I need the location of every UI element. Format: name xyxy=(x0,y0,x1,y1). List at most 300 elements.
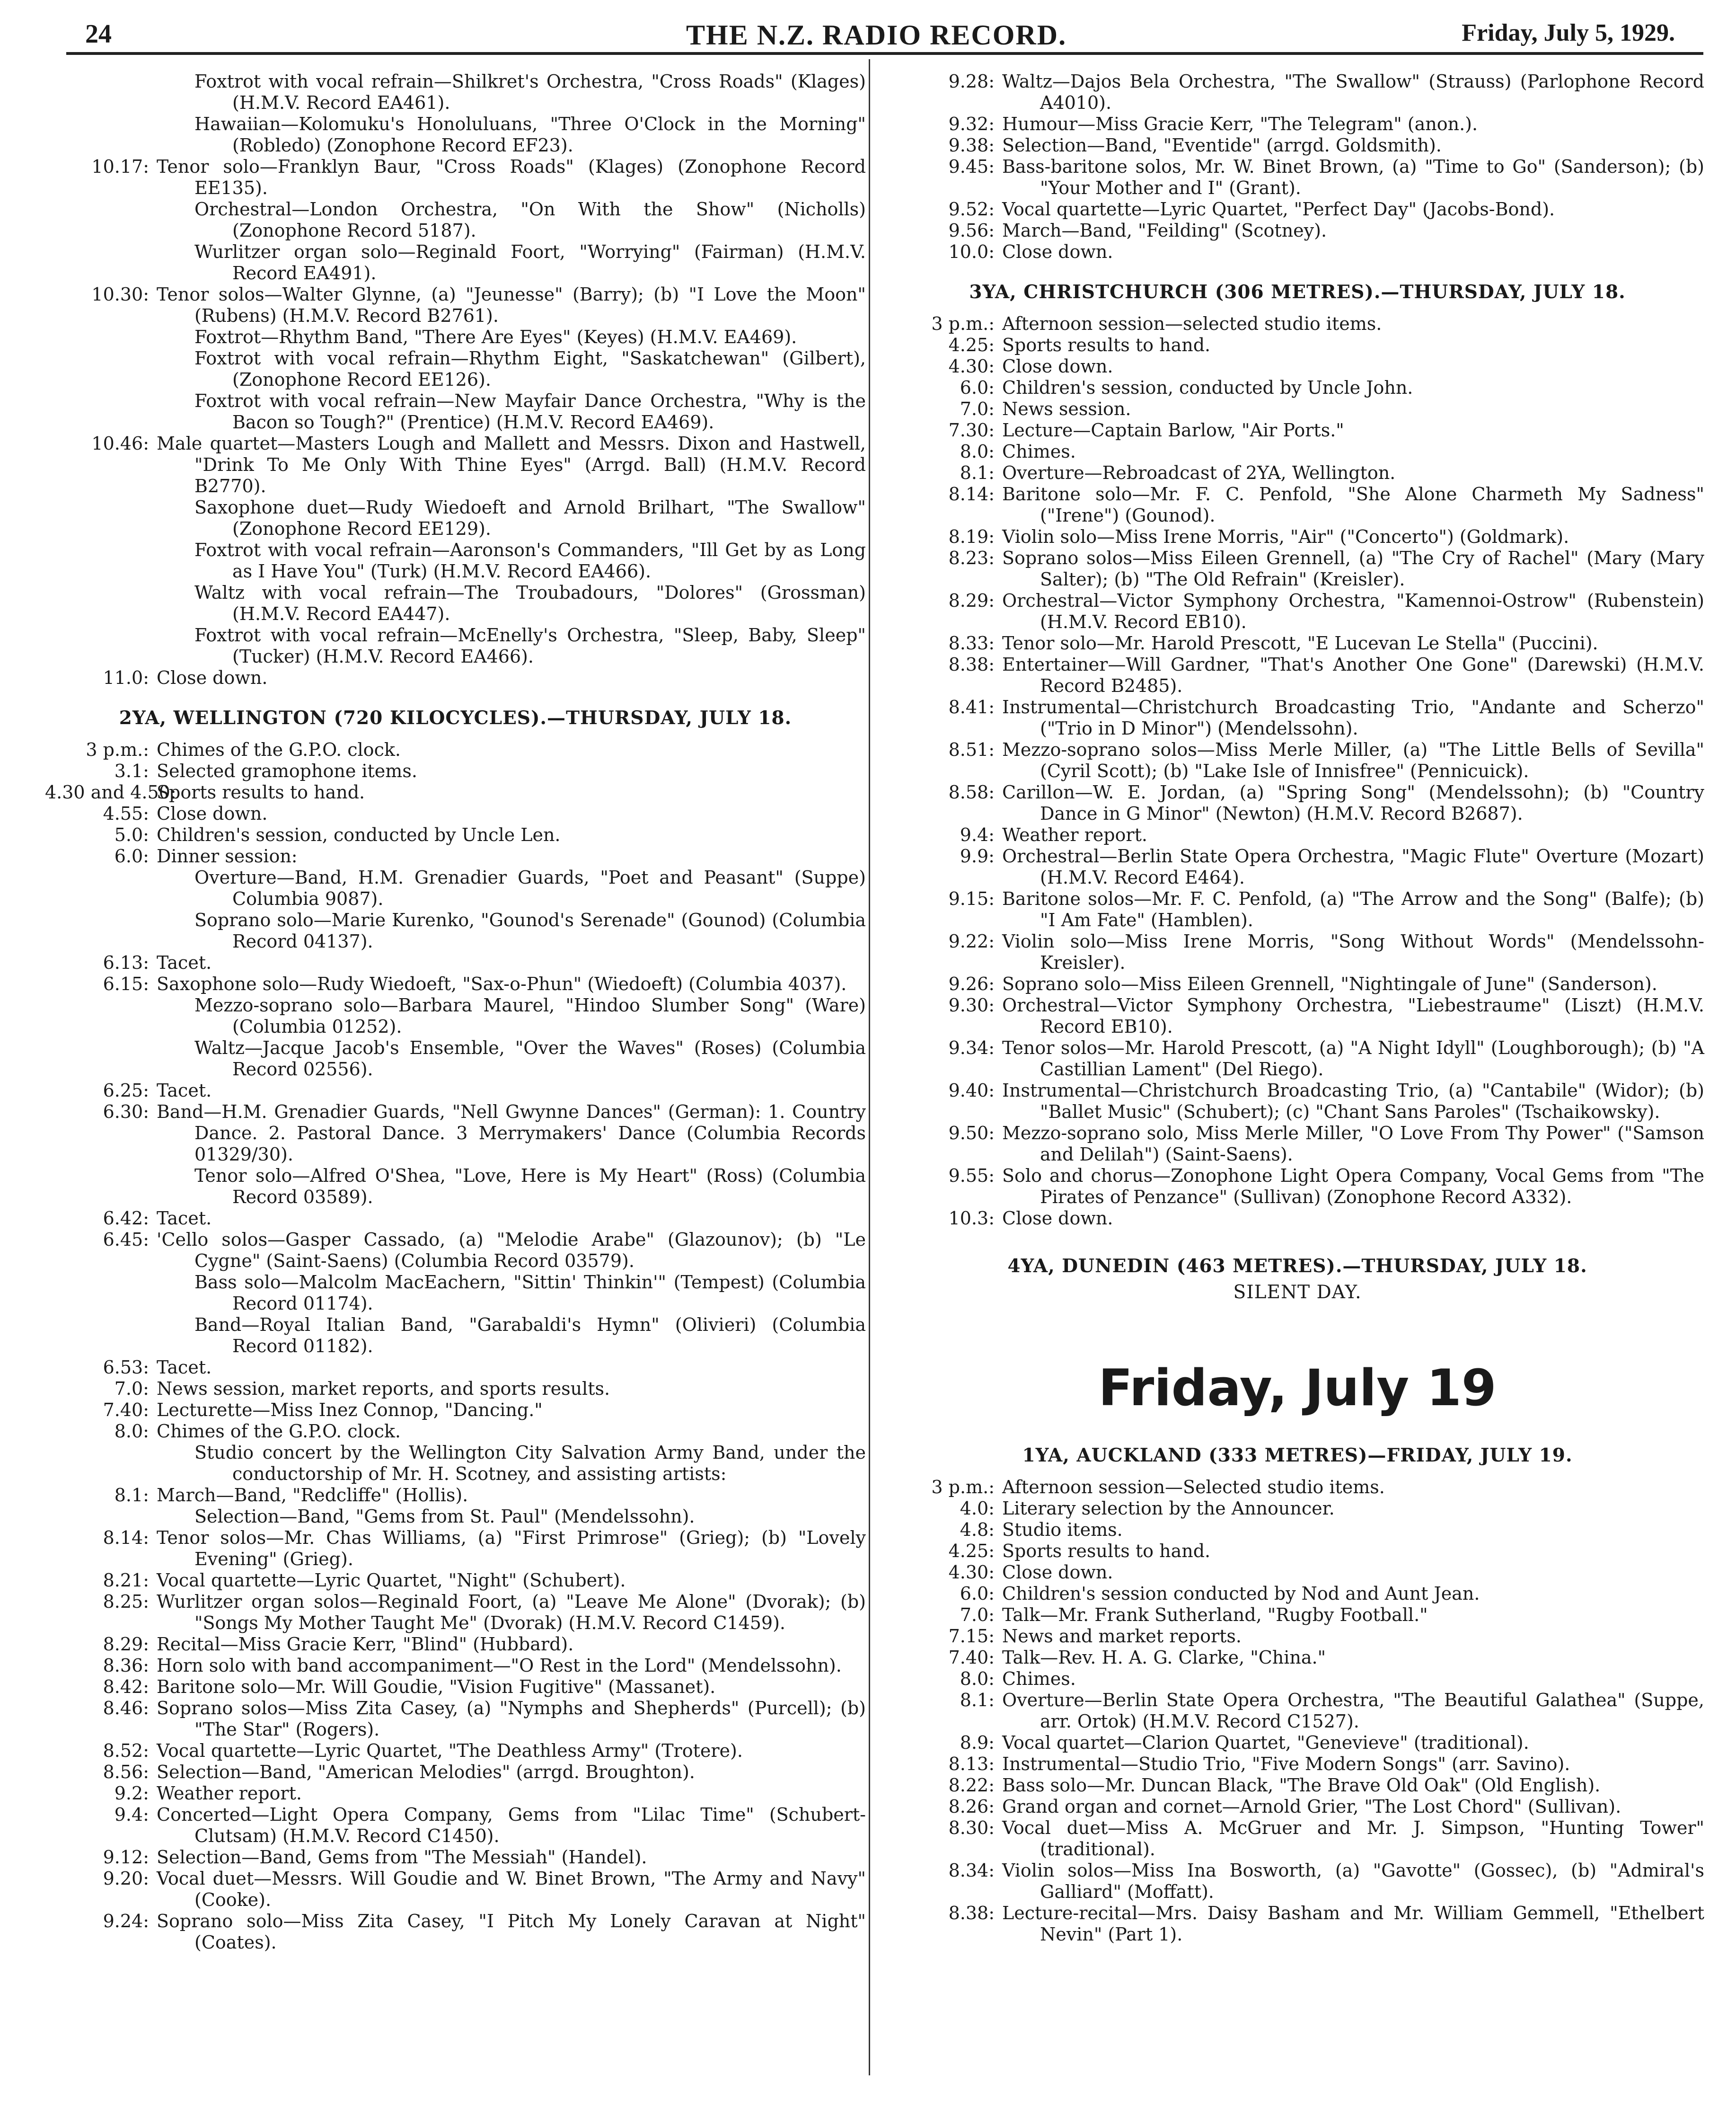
entry-text: Orchestral—London Orchestra, "On With the Show" (Nicholls) (Zonophone Record 5187). xyxy=(194,199,866,241)
entry-time: 9.56: xyxy=(948,220,995,241)
programme-entry xyxy=(890,220,1704,241)
entry-time: 3 p.m.: xyxy=(931,1477,995,1497)
entry-time: 4.30: xyxy=(948,1562,995,1583)
continued-programme-2ya xyxy=(890,71,1704,263)
entry-text: News session. xyxy=(1002,399,1131,419)
programme-entry xyxy=(890,974,1704,995)
programme-entry xyxy=(45,995,866,1037)
programme-entry xyxy=(45,803,866,824)
entry-text: Foxtrot with vocal refrain—New Mayfair Dance Orchestra, "Why is the Bacon so Tough?" (Prentice) (H.M.V. Record EA469). xyxy=(194,390,866,433)
entry-time: 6.0: xyxy=(114,846,149,867)
entry-text: Wurlitzer organ solo—Reginald Foort, "Worrying" (Fairman) (H.M.V. Record EA491). xyxy=(194,241,866,283)
entry-time: 8.34: xyxy=(948,1860,995,1881)
programme-entry xyxy=(45,1911,866,1953)
entry-time: 8.56: xyxy=(103,1762,149,1782)
programme-entry xyxy=(890,782,1704,824)
programme-entry xyxy=(45,667,866,689)
entry-time: 8.52: xyxy=(103,1740,149,1761)
issue-date: Friday, July 5, 1929. xyxy=(1462,19,1675,46)
entry-time: 9.50: xyxy=(948,1123,995,1143)
entry-time: 9.26: xyxy=(948,974,995,994)
programme-entry xyxy=(890,420,1704,441)
entry-text: Close down. xyxy=(157,667,268,688)
programme-entry xyxy=(890,441,1704,462)
right-column xyxy=(890,71,1704,1945)
entry-time: 4.25: xyxy=(948,1541,995,1561)
entry-time: 7.0: xyxy=(960,399,995,419)
entry-time: 9.9: xyxy=(960,846,995,867)
entry-time: 4.30: xyxy=(948,356,995,377)
programme-entry xyxy=(45,540,866,582)
entry-time: 7.40: xyxy=(948,1647,995,1668)
programme-entry xyxy=(890,1123,1704,1165)
entry-text: Instrumental—Christchurch Broadcasting Trio, (a) "Cantabile" (Widor); (b) "Ballet Music" (Schubert); (c) "Chant Sans Paroles" (Tschaikowsky). xyxy=(1002,1080,1704,1122)
entry-text: Tacet. xyxy=(157,1208,212,1229)
programme-entry xyxy=(45,284,866,327)
entry-text: Lecture—Captain Barlow, "Air Ports." xyxy=(1002,420,1344,441)
entry-time: 3.1: xyxy=(114,761,149,781)
entry-time: 8.29: xyxy=(948,590,995,611)
programme-entry xyxy=(45,1676,866,1698)
entry-text: Orchestral—Berlin State Opera Orchestra, "Magic Flute" Overture (Mozart) (H.M.V. Record E464). xyxy=(1002,846,1704,888)
entry-time: 6.25: xyxy=(103,1080,149,1101)
entry-text: Baritone solo—Mr. F. C. Penfold, "She Alone Charmeth My Sadness" ("Irene") (Gounod). xyxy=(1002,484,1704,526)
entry-text: Waltz—Jacque Jacob's Ensemble, "Over the Waves" (Roses) (Columbia Record 02556). xyxy=(194,1037,866,1080)
programme-entry xyxy=(45,1783,866,1804)
programme-entry xyxy=(890,71,1704,114)
entry-time: 8.33: xyxy=(948,633,995,654)
programme-entry xyxy=(45,1847,866,1868)
entry-time: 9.20: xyxy=(103,1868,149,1889)
programme-entry xyxy=(45,1634,866,1655)
programme-entry xyxy=(890,1562,1704,1583)
entry-text: Saxophone duet—Rudy Wiedoeft and Arnold Brilhart, "The Swallow" (Zonophone Record EE129). xyxy=(194,497,866,539)
entry-time: 9.30: xyxy=(948,995,995,1016)
entry-time: 9.34: xyxy=(948,1037,995,1058)
entry-time: 9.32: xyxy=(948,114,995,134)
entry-time: 9.4: xyxy=(960,824,995,845)
entry-text: Weather report. xyxy=(157,1783,302,1804)
entry-time: 8.25: xyxy=(103,1591,149,1612)
entry-time: 10.30: xyxy=(91,284,149,305)
entry-time: 9.45: xyxy=(948,156,995,177)
programme-entry xyxy=(45,625,866,667)
programme-1ya xyxy=(890,1477,1704,1945)
programme-entry xyxy=(890,1498,1704,1519)
entry-text: Lecture-recital—Mrs. Daisy Basham and Mr. William Gemmell, "Ethelbert Nevin" (Part 1). xyxy=(1002,1903,1704,1945)
entry-text: Children's session, conducted by Uncle John. xyxy=(1002,377,1413,398)
section-heading-4ya: 4YA, DUNEDIN (463 METRES).—THURSDAY, JULY 18. xyxy=(1007,1255,1587,1277)
entry-time: 8.1: xyxy=(960,1690,995,1710)
programme-entry xyxy=(45,1165,866,1208)
programme-entry xyxy=(45,1378,866,1400)
programme-entry xyxy=(890,1626,1704,1647)
entry-text: Close down. xyxy=(1002,1562,1113,1583)
entry-text: Soprano solos—Miss Eileen Grennell, (a) "The Cry of Rachel" (Mary (Mary Salter); (b) "The Old Refrain" (Kreisler). xyxy=(1002,548,1704,590)
continued-programme xyxy=(45,71,866,689)
entry-text: Concerted—Light Opera Company, Gems from "Lilac Time" (Schubert-Clutsam) (H.M.V. Record C1450). xyxy=(157,1804,866,1846)
entry-text: Dinner session: xyxy=(157,846,298,867)
programme-entry xyxy=(45,1655,866,1676)
programme-entry xyxy=(45,1357,866,1378)
programme-entry xyxy=(45,1527,866,1570)
entry-text: Tacet. xyxy=(157,1357,212,1378)
entry-time: 3 p.m.: xyxy=(931,313,995,334)
entry-time: 9.24: xyxy=(103,1911,149,1931)
programme-entry xyxy=(45,974,866,995)
entry-time: 8.0: xyxy=(114,1421,149,1442)
programme-entry xyxy=(890,633,1704,654)
programme-entry xyxy=(45,739,866,761)
entry-time: 8.13: xyxy=(948,1754,995,1774)
entry-text: Sports results to hand. xyxy=(1002,1541,1211,1561)
entry-time: 8.41: xyxy=(948,697,995,718)
programme-entry xyxy=(890,1668,1704,1690)
entry-time: 9.22: xyxy=(948,931,995,952)
programme-entry xyxy=(45,1570,866,1591)
entry-text: Tenor solos—Mr. Harold Prescott, (a) "A Night Idyll" (Loughborough); (b) "A Castillian Lament" (Del Riego). xyxy=(1002,1037,1704,1080)
entry-text: Foxtrot with vocal refrain—Aaronson's Commanders, "Ill Get by as Long as I Have You" (Turk) (H.M.V. Record EA466). xyxy=(194,540,866,582)
programme-entry xyxy=(890,1604,1704,1626)
entry-time: 8.0: xyxy=(960,441,995,462)
entry-time: 7.15: xyxy=(948,1626,995,1647)
programme-entry xyxy=(45,1400,866,1421)
entry-text: Instrumental—Christchurch Broadcasting Trio, "Andante and Scherzo" ("Trio in D Minor") (Mendelssohn). xyxy=(1002,697,1704,739)
section-heading-2ya: 2YA, WELLINGTON (720 KILOCYCLES).—THURSDAY, JULY 18. xyxy=(119,707,792,729)
entry-time: 9.55: xyxy=(948,1165,995,1186)
programme-entry xyxy=(890,846,1704,888)
entry-text: Selection—Band, "Eventide" (arrgd. Goldsmith). xyxy=(1002,135,1442,156)
entry-text: Talk—Mr. Frank Sutherland, "Rugby Football." xyxy=(1002,1604,1428,1625)
programme-entry xyxy=(45,327,866,348)
entry-text: Overture—Rebroadcast of 2YA, Wellington. xyxy=(1002,462,1396,483)
programme-entry xyxy=(890,739,1704,782)
programme-entry xyxy=(45,1314,866,1357)
entry-text: Afternoon session—Selected studio items. xyxy=(1002,1477,1385,1497)
entry-time: 8.14: xyxy=(948,484,995,505)
page-number: 24 xyxy=(85,19,112,49)
programme-entry xyxy=(45,1591,866,1634)
programme-entry xyxy=(45,782,866,803)
entry-time: 10.0: xyxy=(948,241,995,262)
entry-text: Vocal quartette—Lyric Quartet, "Night" (Schubert). xyxy=(157,1570,626,1591)
programme-entry xyxy=(890,1037,1704,1080)
programme-entry xyxy=(890,1208,1704,1229)
entry-text: Wurlitzer organ solos—Reginald Foort, (a) "Leave Me Alone" (Dvorak); (b) "Songs My Mother Taught Me" (Dvorak) (H.M.V. Record C1459). xyxy=(157,1591,866,1633)
entry-time: 8.23: xyxy=(948,548,995,568)
entry-text: Humour—Miss Gracie Kerr, "The Telegram" (anon.). xyxy=(1002,114,1478,134)
programme-entry xyxy=(45,1868,866,1911)
programme-entry xyxy=(890,1165,1704,1208)
programme-entry xyxy=(45,1101,866,1165)
entry-text: Literary selection by the Announcer. xyxy=(1002,1498,1335,1519)
entry-text: Chimes of the G.P.O. clock. xyxy=(157,1421,401,1442)
entry-time: 7.0: xyxy=(960,1604,995,1625)
programme-entry xyxy=(890,697,1704,739)
programme-entry xyxy=(890,335,1704,356)
entry-text: Violin solo—Miss Irene Morris, "Song Without Words" (Mendelssohn-Kreisler). xyxy=(1002,931,1704,973)
entry-time: 7.30: xyxy=(948,420,995,441)
entry-text: Baritone solos—Mr. F. C. Penfold, (a) "The Arrow and the Song" (Balfe); (b) "I Am Fate" (Hamblen). xyxy=(1002,888,1704,930)
entry-text: Selected gramophone items. xyxy=(157,761,417,781)
header-rule xyxy=(66,52,1703,55)
programme-entry xyxy=(890,1903,1704,1945)
entry-time: 6.42: xyxy=(103,1208,149,1229)
entry-time: 10.46: xyxy=(91,433,149,454)
programme-entry xyxy=(45,390,866,433)
entry-text: Hawaiian—Kolomuku's Honoluluans, "Three O'Clock in the Morning" (Robledo) (Zonophone Record EF23). xyxy=(194,114,866,156)
column-divider xyxy=(869,59,870,2075)
programme-entry xyxy=(45,1506,866,1527)
entry-text: Tenor solo—Mr. Harold Prescott, "E Lucevan Le Stella" (Puccini). xyxy=(1002,633,1598,654)
entry-text: Studio items. xyxy=(1002,1519,1123,1540)
entry-text: Entertainer—Will Gardner, "That's Another One Gone" (Darewski) (H.M.V. Record B2485). xyxy=(1002,654,1704,696)
entry-text: Bass solo—Malcolm MacEachern, "Sittin' Thinkin'" (Tempest) (Columbia Record 01174). xyxy=(194,1272,866,1314)
programme-entry xyxy=(45,71,866,114)
entry-time: 6.0: xyxy=(960,377,995,398)
entry-time: 10.3: xyxy=(948,1208,995,1229)
programme-entry xyxy=(890,156,1704,199)
programme-entry xyxy=(45,1229,866,1272)
entry-time: 8.1: xyxy=(960,462,995,483)
entry-text: Close down. xyxy=(157,803,268,824)
entry-time: 8.22: xyxy=(948,1775,995,1796)
entry-text: Studio concert by the Wellington City Salvation Army Band, under the conductorship of Mr. H. Scotney, and assisting artists: xyxy=(194,1442,866,1484)
entry-time: 10.17: xyxy=(91,156,149,177)
entry-time: 8.21: xyxy=(103,1570,149,1591)
programme-entry xyxy=(890,484,1704,526)
programme-entry xyxy=(45,582,866,625)
entry-text: March—Band, "Feilding" (Scotney). xyxy=(1002,220,1327,241)
entry-text: Baritone solo—Mr. Will Goudie, "Vision Fugitive" (Massanet). xyxy=(157,1676,716,1697)
programme-entry xyxy=(45,1080,866,1101)
entry-text: Band—Royal Italian Band, "Garabaldi's Hymn" (Olivieri) (Columbia Record 01182). xyxy=(194,1314,866,1356)
entry-text: Chimes of the G.P.O. clock. xyxy=(157,739,401,760)
programme-entry xyxy=(890,824,1704,846)
entry-text: Vocal quartette—Lyric Quartet, "Perfect Day" (Jacobs-Bond). xyxy=(1002,199,1555,220)
programme-entry xyxy=(45,199,866,241)
entry-text: Bass-baritone solos, Mr. W. Binet Brown, (a) "Time to Go" (Sanderson); (b) "Your Mother and I" (Grant). xyxy=(1002,156,1704,198)
entry-time: 9.2: xyxy=(114,1783,149,1804)
entry-text: Saxophone solo—Rudy Wiedoeft, "Sax-o-Phun" (Wiedoeft) (Columbia 4037). xyxy=(157,974,847,994)
entry-text: Vocal quartet—Clarion Quartet, "Genevieve" (traditional). xyxy=(1002,1732,1529,1753)
entry-text: Recital—Miss Gracie Kerr, "Blind" (Hubbard). xyxy=(157,1634,574,1655)
programme-entry xyxy=(45,241,866,284)
programme-3ya xyxy=(890,313,1704,1229)
programme-entry xyxy=(45,824,866,846)
programme-entry xyxy=(45,1804,866,1847)
entry-text: Sports results to hand. xyxy=(157,782,365,803)
entry-time: 6.45: xyxy=(103,1229,149,1250)
publication-title: THE N.Z. RADIO RECORD. xyxy=(686,19,1067,51)
entry-time: 5.0: xyxy=(114,824,149,845)
programme-entry xyxy=(890,1775,1704,1796)
entry-text: Instrumental—Studio Trio, "Five Modern Songs" (arr. Savino). xyxy=(1002,1754,1570,1774)
entry-time: 8.26: xyxy=(948,1796,995,1817)
programme-entry xyxy=(890,199,1704,220)
entry-text: Children's session conducted by Nod and Aunt Jean. xyxy=(1002,1583,1480,1604)
entry-text: Tenor solos—Walter Glynne, (a) "Jeunesse" (Barry); (b) "I Love the Moon" (Rubens) (H.M.V. Record B2761). xyxy=(157,284,866,326)
entry-text: Carillon—W. E. Jordan, (a) "Spring Song" (Mendelssohn); (b) "Country Dance in G Minor" (Newton) (H.M.V. Record B2687). xyxy=(1002,782,1704,824)
entry-time: 4.8: xyxy=(960,1519,995,1540)
entry-text: Waltz—Dajos Bela Orchestra, "The Swallow" (Strauss) (Parlophone Record A4010). xyxy=(1002,71,1704,113)
entry-time: 8.38: xyxy=(948,654,995,675)
programme-entry xyxy=(890,241,1704,263)
entry-text: Waltz with vocal refrain—The Troubadours, "Dolores" (Grossman) (H.M.V. Record EA447). xyxy=(194,582,866,624)
entry-text: Selection—Band, Gems from "The Messiah" (Handel). xyxy=(157,1847,647,1868)
programme-entry xyxy=(45,1485,866,1506)
entry-text: Tenor solos—Mr. Chas Williams, (a) "First Primrose" (Grieg); (b) "Lovely Evening" (Grieg). xyxy=(157,1527,866,1569)
entry-time: 9.52: xyxy=(948,199,995,220)
entry-time: 7.0: xyxy=(114,1378,149,1399)
entry-text: Close down. xyxy=(1002,1208,1113,1229)
entry-text: Foxtrot with vocal refrain—Shilkret's Orchestra, "Cross Roads" (Klages) (H.M.V. Record EA461). xyxy=(194,71,866,113)
programme-entry xyxy=(890,526,1704,548)
programme-entry xyxy=(890,135,1704,156)
entry-time: 9.40: xyxy=(948,1080,995,1101)
section-heading-3ya: 3YA, CHRISTCHURCH (306 METRES).—THURSDAY, JULY 18. xyxy=(969,281,1626,303)
entry-time: 8.46: xyxy=(103,1698,149,1719)
programme-entry xyxy=(45,1208,866,1229)
programme-entry xyxy=(890,1796,1704,1817)
entry-text: Chimes. xyxy=(1002,441,1076,462)
entry-time: 11.0: xyxy=(103,667,149,688)
entry-time: 9.12: xyxy=(103,1847,149,1868)
programme-entry xyxy=(45,1037,866,1080)
entry-time: 4.25: xyxy=(948,335,995,355)
programme-entry xyxy=(890,654,1704,697)
programme-entry xyxy=(45,1698,866,1740)
entry-text: Foxtrot with vocal refrain—McEnelly's Orchestra, "Sleep, Baby, Sleep" (Tucker) (H.M.V. Record EA466). xyxy=(194,625,866,667)
programme-entry xyxy=(45,952,866,974)
entry-time: 9.15: xyxy=(948,888,995,909)
entry-text: 'Cello solos—Gasper Cassado, (a) "Melodie Arabe" (Glazounov); (b) "Le Cygne" (Saint-Saens) (Columbia Record 03579). xyxy=(157,1229,866,1271)
entry-text: Violin solos—Miss Ina Bosworth, (a) "Gavotte" (Gossec), (b) "Admiral's Galliard" (Moffatt). xyxy=(1002,1860,1704,1902)
entry-text: Talk—Rev. H. A. G. Clarke, "China." xyxy=(1002,1647,1326,1668)
entry-text: Afternoon session—selected studio items. xyxy=(1002,313,1382,334)
programme-entry xyxy=(45,910,866,952)
programme-entry xyxy=(890,888,1704,931)
programme-entry xyxy=(890,1583,1704,1604)
entry-text: Tenor solo—Alfred O'Shea, "Love, Here is My Heart" (Ross) (Columbia Record 03589). xyxy=(194,1165,866,1207)
programme-entry xyxy=(890,1519,1704,1541)
entry-text: Sports results to hand. xyxy=(1002,335,1211,355)
entry-time: 8.9: xyxy=(960,1732,995,1753)
entry-time: 8.14: xyxy=(103,1527,149,1548)
entry-time: 8.42: xyxy=(103,1676,149,1697)
programme-entry xyxy=(45,846,866,867)
programme-entry xyxy=(890,1647,1704,1668)
programme-entry xyxy=(890,1732,1704,1754)
entry-text: Grand organ and cornet—Arnold Grier, "The Lost Chord" (Sullivan). xyxy=(1002,1796,1621,1817)
day-heading: Friday, July 19 xyxy=(1098,1359,1497,1417)
programme-entry xyxy=(890,1477,1704,1498)
programme-entry xyxy=(45,1740,866,1762)
entry-text: Soprano solos—Miss Zita Casey, (a) "Nymphs and Shepherds" (Purcell); (b) "The Star" (Rogers). xyxy=(157,1698,866,1740)
entry-time: 9.38: xyxy=(948,135,995,156)
entry-time: 8.51: xyxy=(948,739,995,760)
entry-text: Tacet. xyxy=(157,1080,212,1101)
programme-entry xyxy=(45,1762,866,1783)
entry-text: Bass solo—Mr. Duncan Black, "The Brave Old Oak" (Old English). xyxy=(1002,1775,1601,1796)
entry-text: Soprano solo—Miss Zita Casey, "I Pitch My Lonely Caravan at Night" (Coates). xyxy=(157,1911,866,1953)
entry-text: March—Band, "Redcliffe" (Hollis). xyxy=(157,1485,468,1506)
programme-entry xyxy=(890,313,1704,335)
entry-time: 8.29: xyxy=(103,1634,149,1655)
programme-entry xyxy=(45,867,866,910)
entry-time: 8.36: xyxy=(103,1655,149,1676)
programme-entry xyxy=(45,497,866,540)
entry-text: Overture—Band, H.M. Grenadier Guards, "Poet and Peasant" (Suppe) Columbia 9087). xyxy=(194,867,866,909)
section-heading-1ya: 1YA, AUCKLAND (333 METRES)—FRIDAY, JULY 19. xyxy=(1022,1444,1573,1466)
entry-text: News session, market reports, and sports results. xyxy=(157,1378,610,1399)
programme-entry xyxy=(45,761,866,782)
entry-time: 8.58: xyxy=(948,782,995,803)
entry-time: 6.53: xyxy=(103,1357,149,1378)
programme-entry xyxy=(890,1860,1704,1903)
programme-entry xyxy=(890,356,1704,377)
entry-time: 4.30 and 4.50: xyxy=(45,782,176,803)
programme-entry xyxy=(890,1754,1704,1775)
programme-entry xyxy=(45,348,866,390)
entry-text: Children's session, conducted by Uncle Len. xyxy=(157,824,561,845)
page-header xyxy=(47,19,1694,57)
entry-text: Selection—Band, "American Melodies" (arrgd. Broughton). xyxy=(157,1762,695,1782)
entry-text: Tacet. xyxy=(157,952,212,973)
programme-entry xyxy=(45,114,866,156)
entry-text: Mezzo-soprano solo, Miss Merle Miller, "O Love From Thy Power" ("Samson and Delilah") (Saint-Saens). xyxy=(1002,1123,1704,1165)
entry-time: 9.28: xyxy=(948,71,995,92)
entry-text: Chimes. xyxy=(1002,1668,1076,1689)
programme-entry xyxy=(890,1817,1704,1860)
entry-time: 6.0: xyxy=(960,1583,995,1604)
entry-text: Soprano solo—Miss Eileen Grennell, "Nightingale of June" (Sanderson). xyxy=(1002,974,1657,994)
programme-entry xyxy=(45,1442,866,1485)
entry-text: Solo and chorus—Zonophone Light Opera Company, Vocal Gems from "The Pirates of Penzance" (Sullivan) (Zonophone Record A332). xyxy=(1002,1165,1704,1207)
entry-text: Mezzo-soprano solos—Miss Merle Miller, (a) "The Little Bells of Sevilla" (Cyril Scott); (b) "Lake Isle of Innisfree" (Pennicuick). xyxy=(1002,739,1704,781)
programme-entry xyxy=(890,548,1704,590)
programme-entry xyxy=(890,114,1704,135)
entry-text: Horn solo with band accompaniment—"O Rest in the Lord" (Mendelssohn). xyxy=(157,1655,842,1676)
left-column xyxy=(45,71,866,1953)
entry-time: 7.40: xyxy=(103,1400,149,1420)
entry-time: 9.4: xyxy=(114,1804,149,1825)
entry-text: Soprano solo—Marie Kurenko, "Gounod's Serenade" (Gounod) (Columbia Record 04137). xyxy=(194,910,866,952)
entry-text: Close down. xyxy=(1002,356,1113,377)
programme-entry xyxy=(890,377,1704,399)
entry-text: Close down. xyxy=(1002,241,1113,262)
programme-entry xyxy=(45,433,866,497)
programme-entry xyxy=(890,399,1704,420)
entry-time: 8.30: xyxy=(948,1817,995,1838)
programme-entry xyxy=(890,1080,1704,1123)
entry-text: Vocal duet—Miss A. McGruer and Mr. J. Simpson, "Hunting Tower" (traditional). xyxy=(1002,1817,1704,1860)
programme-2ya xyxy=(45,739,866,1953)
entry-text: News and market reports. xyxy=(1002,1626,1242,1647)
programme-entry xyxy=(45,1421,866,1442)
entry-text: Vocal duet—Messrs. Will Goudie and W. Binet Brown, "The Army and Navy" (Cooke). xyxy=(157,1868,866,1910)
programme-entry xyxy=(45,1272,866,1314)
entry-text: Foxtrot—Rhythm Band, "There Are Eyes" (Keyes) (H.M.V. EA469). xyxy=(194,327,797,347)
programme-entry xyxy=(890,1690,1704,1732)
entry-time: 3 p.m.: xyxy=(86,739,149,760)
programme-entry xyxy=(890,995,1704,1037)
entry-time: 6.15: xyxy=(103,974,149,994)
programme-entry xyxy=(890,931,1704,974)
entry-time: 4.0: xyxy=(960,1498,995,1519)
entry-time: 6.30: xyxy=(103,1101,149,1122)
entry-text: Violin solo—Miss Irene Morris, "Air" ("Concerto") (Goldmark). xyxy=(1002,526,1569,547)
